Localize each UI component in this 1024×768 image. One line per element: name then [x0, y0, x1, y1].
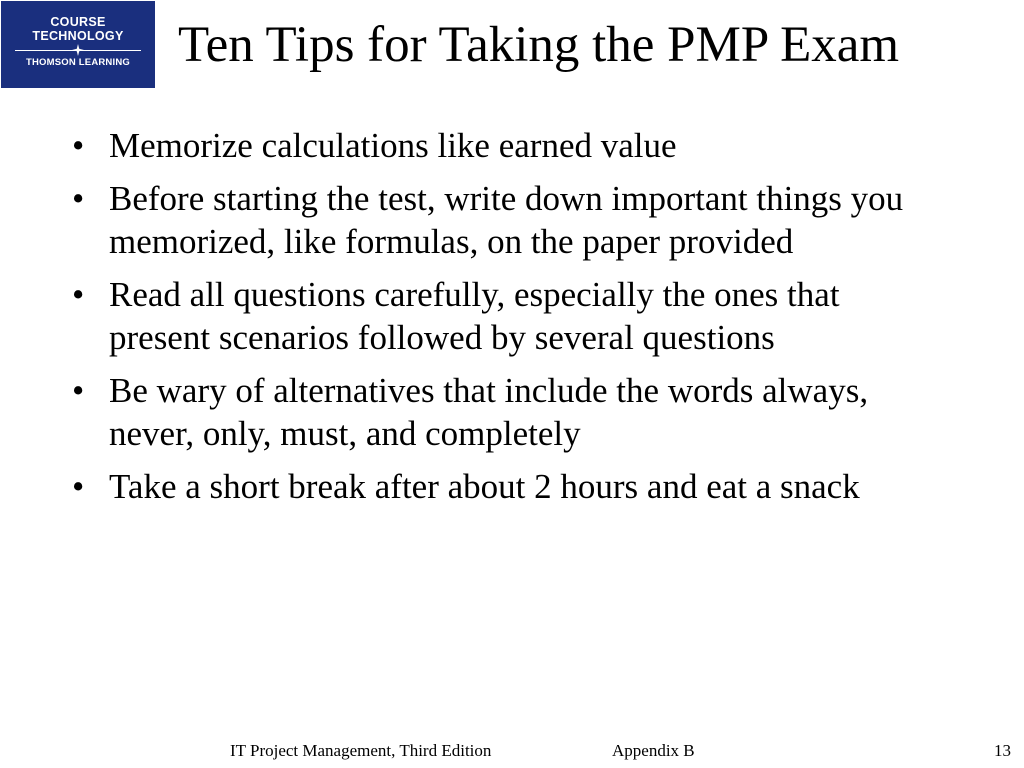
footer-appendix: Appendix B: [612, 741, 695, 760]
page-number: 13: [994, 741, 1011, 760]
bullet-item: [72, 124, 922, 167]
logo-line-thomson-learning: THOMSON LEARNING: [25, 57, 130, 68]
course-technology-logo: [1, 1, 155, 88]
footer-book-title: IT Project Management, Third Edition: [230, 741, 492, 760]
bullet-icon: •: [72, 275, 85, 314]
bullet-item: [72, 273, 922, 359]
bullet-icon: •: [72, 371, 85, 410]
bullet-item: [72, 465, 922, 508]
bullet-icon: •: [72, 126, 85, 165]
bullet-icon: •: [72, 179, 85, 218]
bullet-icon: •: [72, 467, 85, 506]
bullet-text: Memorize calculations like earned value: [109, 126, 677, 165]
logo-line-course: COURSE: [50, 15, 106, 29]
star-icon: [72, 44, 84, 56]
bullet-text: Be wary of alternatives that include the words always, never, only, must, and completely: [109, 371, 869, 453]
slide-title: Ten Tips for Taking the PMP Exam: [178, 17, 900, 73]
bullet-list: [72, 124, 922, 518]
bullet-text: Read all questions carefully, especially the ones that present scenarios followed by several questions: [109, 275, 840, 357]
bullet-item: [72, 369, 922, 455]
logo-divider: [15, 43, 141, 57]
bullet-text: Take a short break after about 2 hours and eat a snack: [109, 467, 860, 506]
bullet-text: Before starting the test, write down important things you memorized, like formulas, on the paper provided: [109, 179, 904, 261]
bullet-item: [72, 177, 922, 263]
logo-line-technology: TECHNOLOGY: [32, 29, 124, 43]
